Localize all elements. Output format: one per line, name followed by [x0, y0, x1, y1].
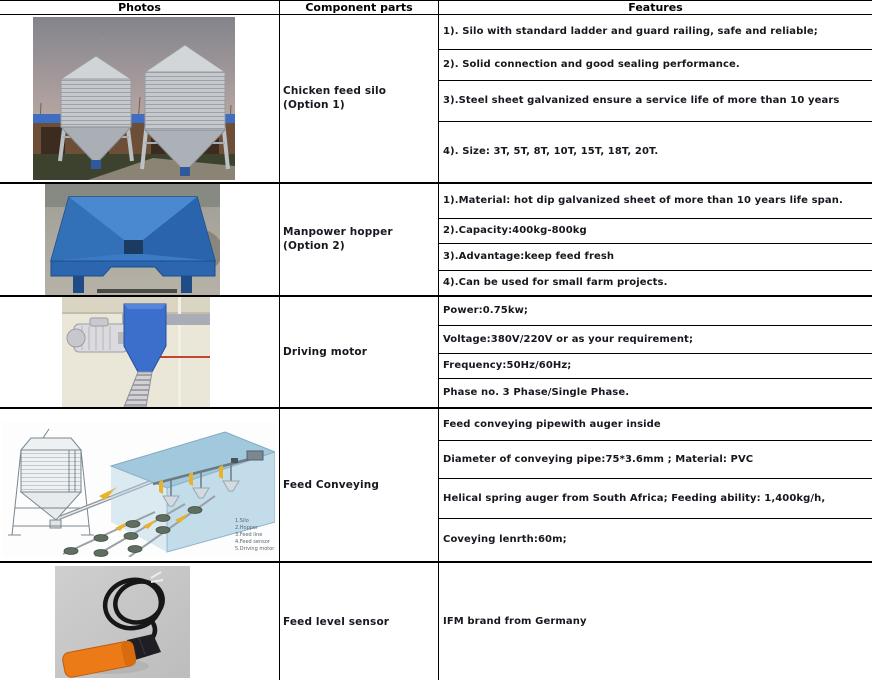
component-name: Feed Conveying — [283, 478, 380, 491]
feature-item: Diameter of conveying pipe:75*3.6mm ; Material: PVC — [439, 441, 872, 479]
component-name: Feed level sensor — [283, 615, 390, 628]
photo-cell-motor — [0, 297, 280, 407]
table-row — [0, 184, 872, 297]
component-cell — [280, 15, 439, 182]
component-cell — [280, 563, 439, 680]
header-photos: Photos — [0, 1, 280, 14]
photo-cell-sensor — [0, 563, 280, 680]
feed-level-sensor-photo — [55, 566, 190, 678]
feature-item: 3).Advantage:keep feed fresh — [439, 244, 872, 271]
diagram-legend-line: 1.Silo — [235, 518, 249, 525]
feature-item: 4). Size: 3T, 5T, 8T, 10T, 15T, 18T, 20T. — [443, 146, 659, 158]
feature-item: Power:0.75kw; — [439, 297, 872, 326]
component-name: Chicken feed silo — [283, 85, 387, 98]
feature-item: 2).Capacity:400kg-800kg — [439, 219, 872, 244]
feature-item: IFM brand from Germany — [443, 616, 587, 628]
photo-cell-conveying — [0, 409, 280, 562]
feature-item: 1).Material: hot dip galvanized sheet of more than 10 years life span. — [439, 184, 872, 219]
features-cell — [439, 409, 872, 562]
feature-item: 1). Silo with standard ladder and guard railing, safe and reliable; — [439, 15, 872, 50]
chicken-feed-silos-photo — [33, 17, 235, 180]
component-option: (Option 1) — [283, 99, 345, 112]
component-name: Manpower hopper — [283, 226, 393, 239]
feature-item: 3).Steel sheet galvanized ensure a service life of more than 10 years — [439, 81, 872, 122]
feature-item: 2). Solid connection and good sealing performance. — [439, 50, 872, 81]
table-row — [0, 563, 872, 680]
table-row — [0, 297, 872, 409]
table-row — [0, 15, 872, 184]
diagram-legend-line: 3.Feed line — [235, 532, 263, 539]
component-name: Driving motor — [283, 345, 368, 358]
diagram-legend-line: 5.Driving motor — [235, 546, 275, 553]
feed-conveying-diagram — [3, 422, 275, 557]
table-header-row — [0, 1, 872, 15]
features-cell — [439, 15, 872, 182]
manpower-hopper-photo — [45, 184, 220, 295]
feature-item: Voltage:380V/220V or as your requirement; — [439, 326, 872, 354]
feature-item: Frequency:50Hz/60Hz; — [439, 354, 872, 379]
driving-motor-photo — [62, 297, 210, 407]
table-row — [0, 409, 872, 564]
features-cell — [439, 563, 872, 680]
photo-cell-silo — [0, 15, 280, 182]
feature-item: 4).Can be used for small farm projects. — [443, 277, 668, 289]
header-features: Features — [628, 0, 683, 14]
header-component-parts: Component parts — [280, 1, 439, 14]
diagram-legend-line: 4.Feed sensor — [235, 539, 270, 546]
features-cell — [439, 184, 872, 295]
diagram-legend-line: 2.Hopper — [235, 525, 259, 532]
component-cell — [280, 409, 439, 562]
feature-item: Helical spring auger from South Africa; Feeding ability: 1,400kg/h, — [439, 479, 872, 519]
component-cell — [280, 184, 439, 295]
features-cell — [439, 297, 872, 407]
feature-item: Coveying lenrth:60m; — [443, 534, 567, 546]
component-option: (Option 2) — [283, 240, 345, 253]
photo-cell-hopper — [0, 184, 280, 295]
feature-item: Feed conveying pipewith auger inside — [439, 409, 872, 441]
feature-item: Phase no. 3 Phase/Single Phase. — [443, 387, 630, 399]
component-cell — [280, 297, 439, 407]
